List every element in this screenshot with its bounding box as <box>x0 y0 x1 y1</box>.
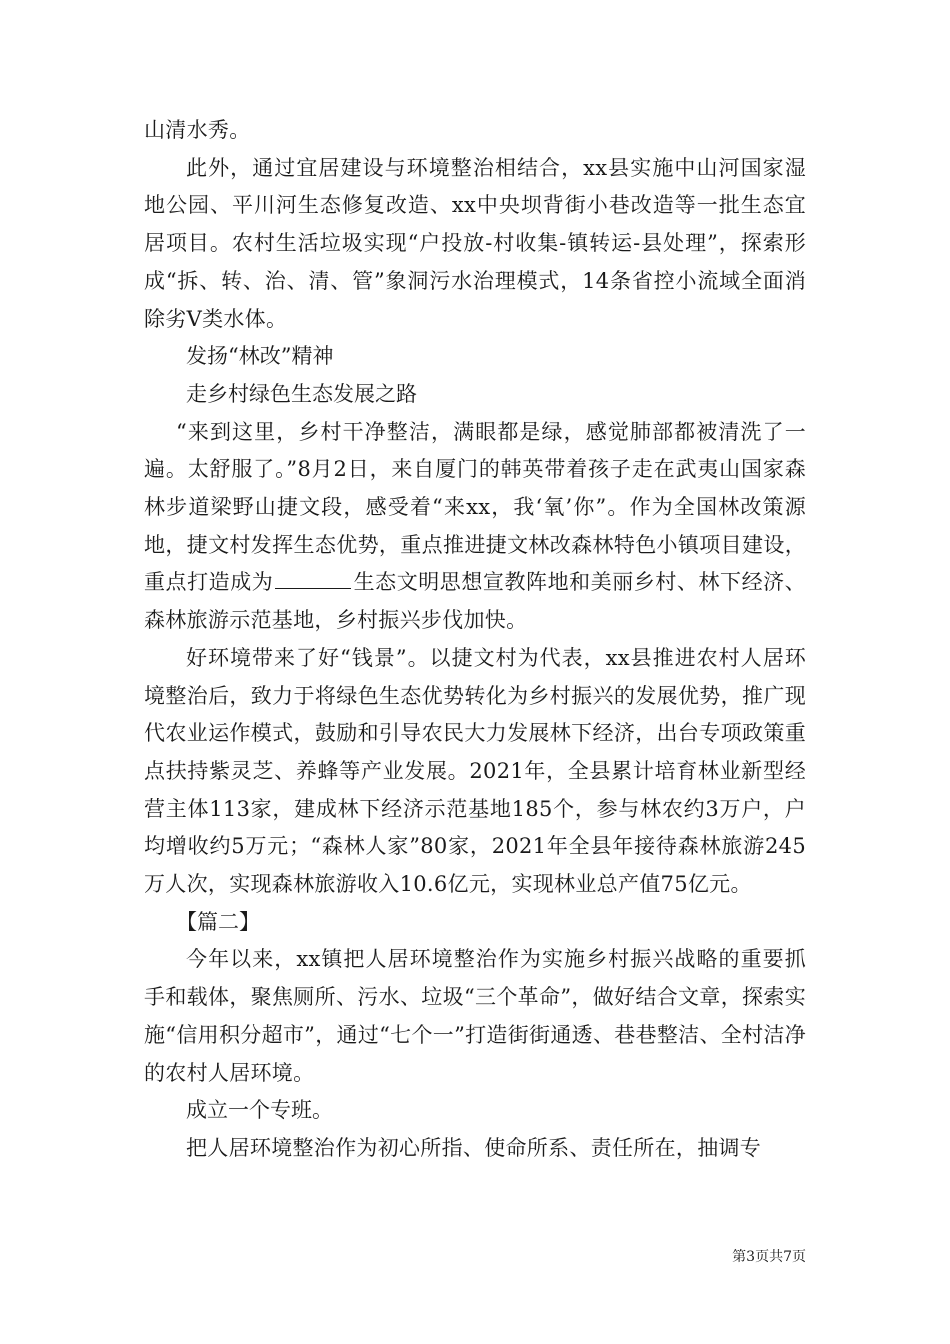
paragraph-livable-construction: 此外，通过宜居建设与环境整治相结合，xx县实施中山河国家湿地公园、平川河生态修复改造、xx中央坝背街小巷改造等一批生态宜居项目。农村生活垃圾实现“户投放-村收集-镇转运-县处理”，探索形成“拆、转、治、清、管”象洞污水治理模式，14条省控小流域全面消除劣V类水体。 <box>144 155 806 331</box>
paragraph-forest-economy: 好环境带来了好“钱景”。以捷文村为代表，xx县推进农村人居环境整治后，致力于将绿色生态优势转化为乡村振兴的发展优势，推广现代农业运作模式，鼓励和引导农民大力发展林下经济，出台专项政策重点扶持紫灵芝、养蜂等产业发展。2021年，全县累计培育林业新型经营主体113家，建成林下经济示范基地185个，参与林农约3万户，户均增收约5万元；“森林人家”80家，2021年全县年接待森林旅游245万人次，实现森林旅游收入10.6亿元，实现林业总产值75亿元。 <box>144 645 806 897</box>
paragraph-intro-end: 山清水秀。 <box>144 118 251 142</box>
subheading-green-development: 走乡村绿色生态发展之路 <box>186 381 417 406</box>
paragraph-visitor-quote-part2: 生态文明思想宣教阵地和美丽乡村、林下经济、森林旅游示范基地，乡村振兴步伐加快。 <box>144 570 806 633</box>
document-body <box>144 112 806 1168</box>
section-marker: 【篇二】 <box>176 909 260 934</box>
subheading-task-force: 成立一个专班。 <box>186 1098 333 1123</box>
paragraph-town-environment: 今年以来，xx镇把人居环境整治作为实施乡村振兴战略的重要抓手和载体，聚焦厕所、污水、垃圾“三个革命”，做好结合文章，探索实施“信用积分超市”，通过“七个一”打造街街通透、巷巷整洁、全村洁净的农村人居环境。 <box>144 947 806 1085</box>
paragraph-visitor-quote-part1: “来到这里，乡村干净整洁，满眼都是绿，感觉肺部都被清洗了一遍。太舒服了。”8月2日，来自厦门的韩英带着孩子走在武夷山国家森林步道梁野山捷文段，感受着“来xx，我‘氧’你”。作为全国林改策源地，捷文村发挥生态优势，重点推进捷文林改森林特色小镇项目建设，重点打造成为 <box>144 419 806 595</box>
page-number-footer: 第3页共7页 <box>732 1249 806 1265</box>
fill-in-blank <box>275 570 351 589</box>
subheading-forest-reform: 发扬“林改”精神 <box>186 344 334 369</box>
paragraph-task-force-detail: 把人居环境整治作为初心所指、使命所系、责任所在，抽调专 <box>186 1135 762 1160</box>
paragraph-visitor-quote <box>144 414 806 640</box>
